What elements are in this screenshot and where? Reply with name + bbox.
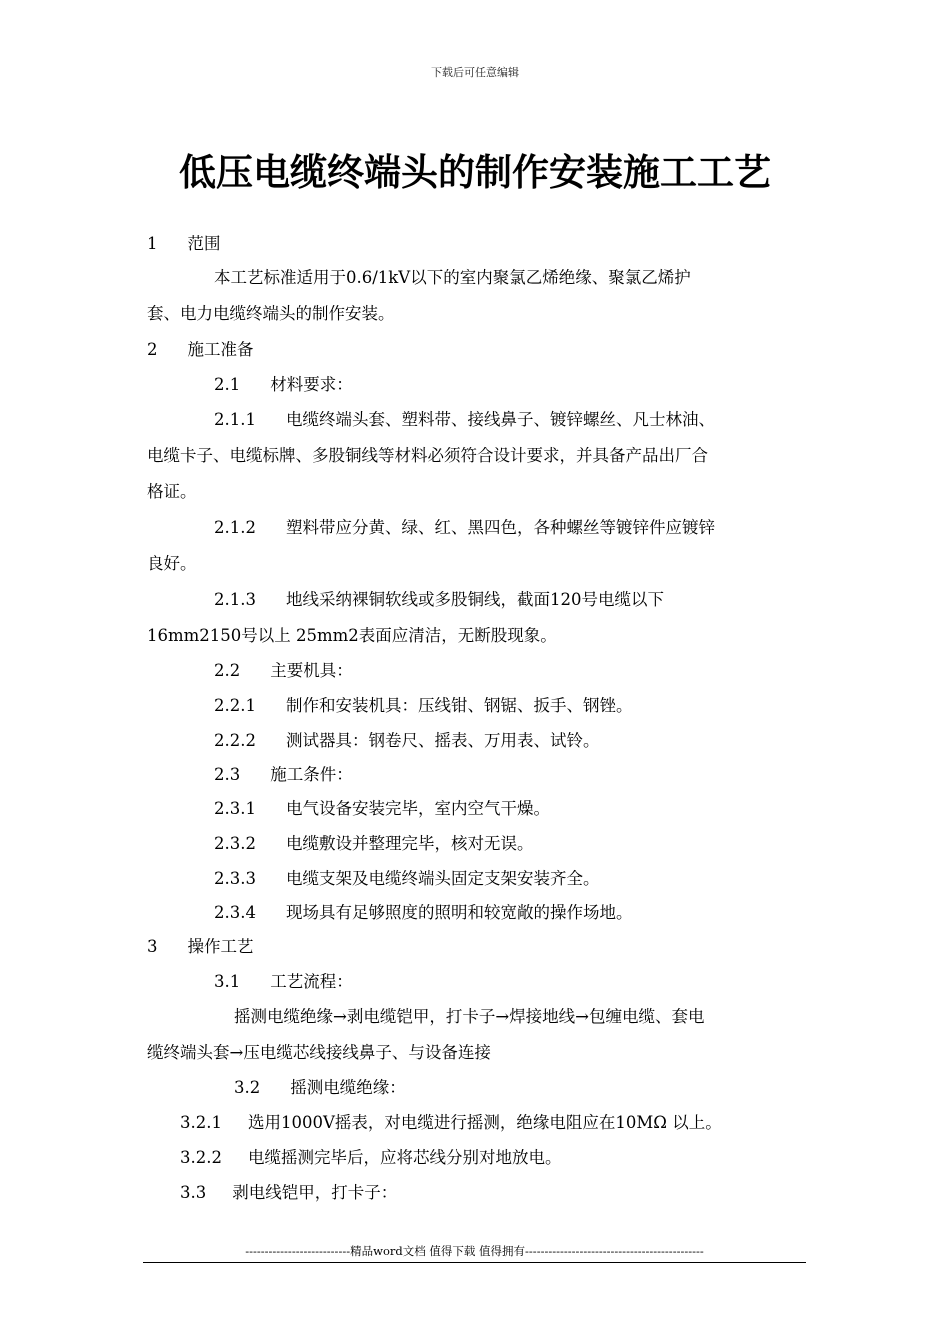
item-2-1-3 [214,589,664,611]
subsection-text: 材料要求： [270,375,353,394]
item-text: 电缆支架及电缆终端头固定支架安装齐全。 [285,869,600,888]
item-text: 电缆摇测完毕后，应将芯线分别对地放电。 [247,1148,562,1167]
section-title: 范围 [187,234,221,253]
item-number: 2.3.3 [214,869,256,888]
section-title: 施工准备 [187,340,254,359]
item-number: 2.2.1 [214,696,256,715]
section-2-heading [147,339,254,361]
document-title: 低压电缆终端头的制作安装施工工艺 [179,150,771,194]
item-number: 2.1.2 [214,518,256,537]
subsection-text: 摇测电缆绝缘： [290,1078,406,1097]
paragraph-line: 本工艺标准适用于0.6/1kV以下的室内聚氯乙烯绝缘、聚氯乙烯护 [214,268,691,287]
subsection-number: 2.2 [214,661,241,680]
subsection-text: 主要机具： [270,661,353,680]
process-flow-line: 缆终端头套→压电缆芯线接线鼻子、与设备连接 [147,1043,491,1062]
item-2-3-1 [214,798,550,820]
paragraph-line: 格证。 [147,482,197,501]
section-number: 2 [147,340,158,359]
section-title: 操作工艺 [187,937,254,956]
item-text: 塑料带应分黄、绿、红、黑四色，各种螺丝等镀锌件应镀锌 [285,518,715,537]
section-number: 1 [147,234,158,253]
subsection-3-2 [234,1077,406,1099]
section-1-heading [147,233,221,255]
paragraph-line: 良好。 [147,554,197,573]
subsection-3-1 [214,971,353,993]
subsection-number: 3.2 [234,1078,261,1097]
subsection-text: 工艺流程： [270,972,353,991]
item-3-2-1 [180,1112,722,1134]
item-number: 2.3.4 [214,903,256,922]
item-text: 制作和安装机具：压线钳、钢锯、扳手、钢锉。 [285,696,633,715]
subsection-2-1 [214,374,353,396]
section-number: 3 [147,937,158,956]
item-text: 电缆终端头套、塑料带、接线鼻子、镀锌螺丝、凡士林油、 [285,410,715,429]
item-text: 电气设备安装完毕，室内空气干燥。 [285,799,550,818]
item-text: 测试器具：钢卷尺、摇表、万用表、试铃。 [285,731,600,750]
item-2-2-1 [214,695,632,717]
item-number: 2.1.1 [214,410,256,429]
subsection-number: 2.1 [214,375,241,394]
item-2-1-1 [214,409,715,431]
item-text: 现场具有足够照度的照明和较宽敞的操作场地。 [285,903,633,922]
section-3-heading [147,936,254,958]
item-number: 2.1.3 [214,590,256,609]
subsection-number: 2.3 [214,765,241,784]
item-number: 2.2.2 [214,731,256,750]
item-2-1-2 [214,517,715,539]
item-2-3-4 [214,902,632,924]
item-number: 2.3.2 [214,834,256,853]
subsection-text: 施工条件： [270,765,353,784]
subsection-2-2 [214,660,353,682]
header-note: 下载后可任意编辑 [431,66,519,79]
subsection-2-3 [214,764,353,786]
paragraph-line: 16mm2150号以上 25mm2表面应清洁，无断股现象。 [147,626,557,645]
item-number: 3.2.2 [180,1148,222,1167]
item-number: 2.3.1 [214,799,256,818]
subsection-number: 3.3 [180,1183,207,1202]
item-2-3-3 [214,868,599,890]
subsection-number: 3.1 [214,972,241,991]
item-text: 选用1000V摇表，对电缆进行摇测，绝缘电阻应在10MΩ 以上。 [247,1113,722,1132]
subsection-3-3 [180,1182,397,1204]
item-2-3-2 [214,833,533,855]
process-flow-line: 摇测电缆绝缘→剥电缆铠甲，打卡子→焊接地线→包缠电缆、套电 [234,1007,705,1026]
paragraph-line: 电缆卡子、电缆标牌、多股铜线等材料必须符合设计要求，并具备产品出厂合 [147,446,708,465]
footer-divider [143,1262,806,1263]
item-number: 3.2.1 [180,1113,222,1132]
item-3-2-2 [180,1147,561,1169]
item-2-2-2 [214,730,599,752]
subsection-text: 剥电线铠甲，打卡子： [232,1183,398,1202]
item-text: 电缆敷设并整理完毕，核对无误。 [285,834,534,853]
paragraph-line: 套、电力电缆终端头的制作安装。 [147,304,395,323]
footer-text: ---------------------------精品word文档 值得下载 值得拥有---------------------------------------------- [245,1244,704,1258]
item-text: 地线采纳裸铜软线或多股铜线，截面120号电缆以下 [285,590,664,609]
